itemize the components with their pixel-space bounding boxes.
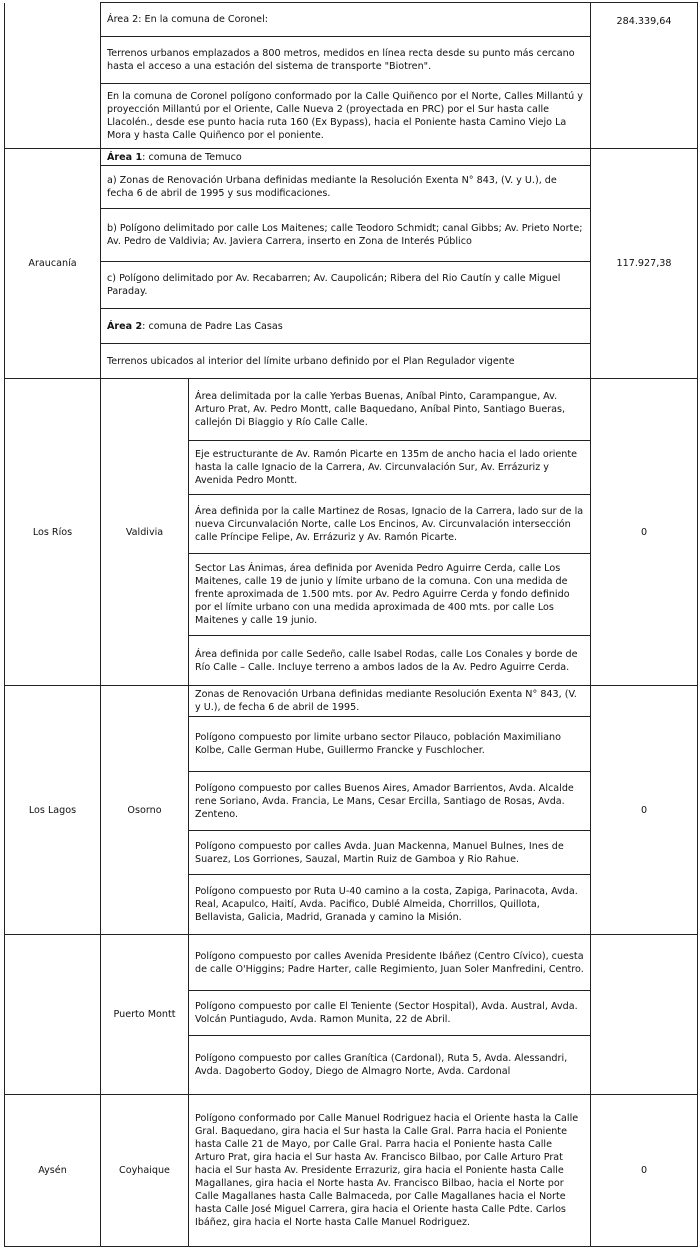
region-name: Araucanía (5, 149, 101, 379)
zone-description: Polígono conformado por Calle Manuel Rodriguez hacia el Oriente hasta la Calle Gral. Baquedano, gira hacia el Sur hasta la Calle Gral. Parra hacia el Poniente hasta Calle 21 de Mayo, por Calle Gral. Parra hacia el Poniente hasta Calle Arturo Prat, gira hacia el Sur hasta Av. Francisco Bilbao, por Calle Arturo Prat hacia el Sur hasta Av. Presidente Errazuriz, gira hacia el Poniente hasta Calle Magallanes, gira hacia el Norte hasta Av. Francisco Bilbao, hacia el Norte por Calle Magallanes hasta Calle Balmaceda, por Calle Magallanes hacia el Norte hasta Calle José Miguel Carrera, gira hacia el Oriente hasta Calle Pdte. Carlos Ibáñez, gira hacia el Norte hasta Calle Manuel Rodriguez. (189, 1095, 591, 1247)
commune-name: Coyhaique (101, 1095, 189, 1247)
area-heading (101, 309, 591, 344)
table-row (5, 149, 698, 166)
zone-description: Área definida por calle Sedeño, calle Isabel Rodas, calle Los Conales y borde de Río Calle – Calle. Incluye terreno a ambos lados de la Av. Pedro Aguirre Cerda. (189, 636, 591, 686)
zones-table (4, 2, 698, 1247)
area-text: : comuna de Temuco (142, 151, 242, 163)
zone-description: Polígono compuesto por calles Granítica (Cardonal), Ruta 5, Avda. Alessandri, Avda. Dagoberto Godoy, Diego de Almagro Norte, Avda. Cardonal (189, 1036, 591, 1095)
zone-description: Sector Las Ánimas, área definida por Avenida Pedro Aguirre Cerda, calle Los Maitenes, calle 19 de junio y límite urbano de la comuna. Con una medida de frente aproximada de 1.500 mts. por Av. Pedro Aguirre Cerda y fondo definido por el límite urbano con una medida aproximada de 400 mts. por calle Los Maitenes y calle 19 junio. (189, 554, 591, 636)
region-name: Aysén (5, 1095, 101, 1247)
zone-description: Terrenos ubicados al interior del límite urbano definido por el Plan Regulador vigente (101, 344, 591, 379)
area-heading (101, 149, 591, 166)
table-row (5, 1095, 698, 1247)
area-label: Área 1 (107, 151, 143, 163)
table-row (5, 935, 698, 991)
zone-description: Polígono compuesto por calles Buenos Aires, Amador Barrientos, Avda. Alcalde rene Soriano, Avda. Francia, Le Mans, Cesar Ercilla, Santiago de Rosas, Avda. Zenteno. (189, 772, 591, 831)
area-label: Área 2 (107, 320, 143, 332)
commune-name: Osorno (101, 686, 189, 935)
commune-name: Puerto Montt (101, 935, 189, 1095)
region-cell-empty (5, 3, 101, 149)
commune-name: Valdivia (101, 379, 189, 686)
zone-value: 284.339,64 (591, 3, 698, 149)
zone-description: Polígono compuesto por limite urbano sector Pilauco, población Maximiliano Kolbe, Calle German Hube, Guillermo Francke y Fuschlocher. (189, 717, 591, 772)
zone-description: Polígono compuesto por calles Avenida Presidente Ibáñez (Centro Cívico), cuesta de calle O'Higgins; Padre Harter, calle Regimiento, Juan Soler Manfredini, Centro. (189, 935, 591, 991)
zone-description: Polígono compuesto por calles Avda. Juan Mackenna, Manuel Bulnes, Ines de Suarez, Los Gorriones, Sauzal, Martin Ruiz de Gamboa y Rio Rahue. (189, 831, 591, 875)
zone-description: Terrenos urbanos emplazados a 800 metros, medidos en línea recta desde su punto más cercano hasta el acceso a una estación del sistema de transporte "Biotren". (101, 37, 591, 84)
region-cell-empty (5, 935, 101, 1095)
region-name: Los Lagos (5, 686, 101, 935)
table-row (5, 686, 698, 717)
zone-description: Zonas de Renovación Urbana definidas mediante Resolución Exenta N° 843, (V. y U.), de fecha 6 de abril de 1995. (189, 686, 591, 717)
zone-description: Área definida por la calle Martinez de Rosas, Ignacio de la Carrera, lado sur de la nueva Circunvalación Norte, calle Los Encinos, Av. Circunvalación intersección calle Príncipe Felipe, Av. Errázuriz y Av. Ramón Picarte. (189, 495, 591, 554)
zone-description: En la comuna de Coronel polígono conformado por la Calle Quiñenco por el Norte, Calles Millantú y proyección Millantú por el Oriente, Calle Nueva 2 (proyectada en PRC) por el Sur hasta calle Llacolén., desde ese punto hacia ruta 160 (Ex Bypass), hacia el Poniente hasta Camino Viejo La Mora y hasta Calle Quiñenco por el poniente. (101, 84, 591, 149)
zone-description: a) Zonas de Renovación Urbana definidas mediante la Resolución Exenta N° 843, (V. y U.), de fecha 6 de abril de 1995 y sus modificaciones. (101, 166, 591, 209)
zone-value: 117.927,38 (591, 149, 698, 379)
zone-value: 0 (591, 1095, 698, 1247)
zone-value: 0 (591, 686, 698, 935)
table-row (5, 379, 698, 441)
zone-description: Polígono compuesto por Ruta U-40 camino a la costa, Zapiga, Parinacota, Avda. Real, Acapulco, Haití, Avda. Pacifico, Dublé Almeida, Chorrillos, Quillota, Bellavista, Galicia, Madrid, Granada y camino la Misión. (189, 875, 591, 935)
zone-description: b) Polígono delimitado por calle Los Maitenes; calle Teodoro Schmidt; canal Gibbs; Av. Prieto Norte; Av. Pedro de Valdivia; Av. Javiera Carrera, inserto en Zona de Interés Público (101, 209, 591, 262)
area-text: : comuna de Padre Las Casas (142, 320, 283, 332)
value-cell-empty (591, 935, 698, 1095)
zone-description: Eje estructurante de Av. Ramón Picarte en 135m de ancho hacia el lado oriente hasta la calle Ignacio de la Carrera, Av. Circunvalación Sur, Av. Errázuriz y Avenida Pedro Montt. (189, 441, 591, 495)
zone-description: c) Polígono delimitado por Av. Recabarren; Av. Caupolicán; Ribera del Rio Cautín y calle Miguel Paraday. (101, 262, 591, 309)
zone-description: Área delimitada por la calle Yerbas Buenas, Aníbal Pinto, Carampangue, Av. Arturo Prat, Av. Pedro Montt, calle Baquedano, Aníbal Pinto, Santiago Bueras, callejón Di Biaggio y Río Calle Calle. (189, 379, 591, 441)
table-row (5, 3, 698, 37)
region-name: Los Ríos (5, 379, 101, 686)
zone-description: Área 2: En la comuna de Coronel: (101, 3, 591, 37)
zone-description: Polígono compuesto por calle El Teniente (Sector Hospital), Avda. Austral, Avda. Volcán Puntiagudo, Avda. Ramon Munita, 22 de Abril. (189, 991, 591, 1036)
zone-value: 0 (591, 379, 698, 686)
